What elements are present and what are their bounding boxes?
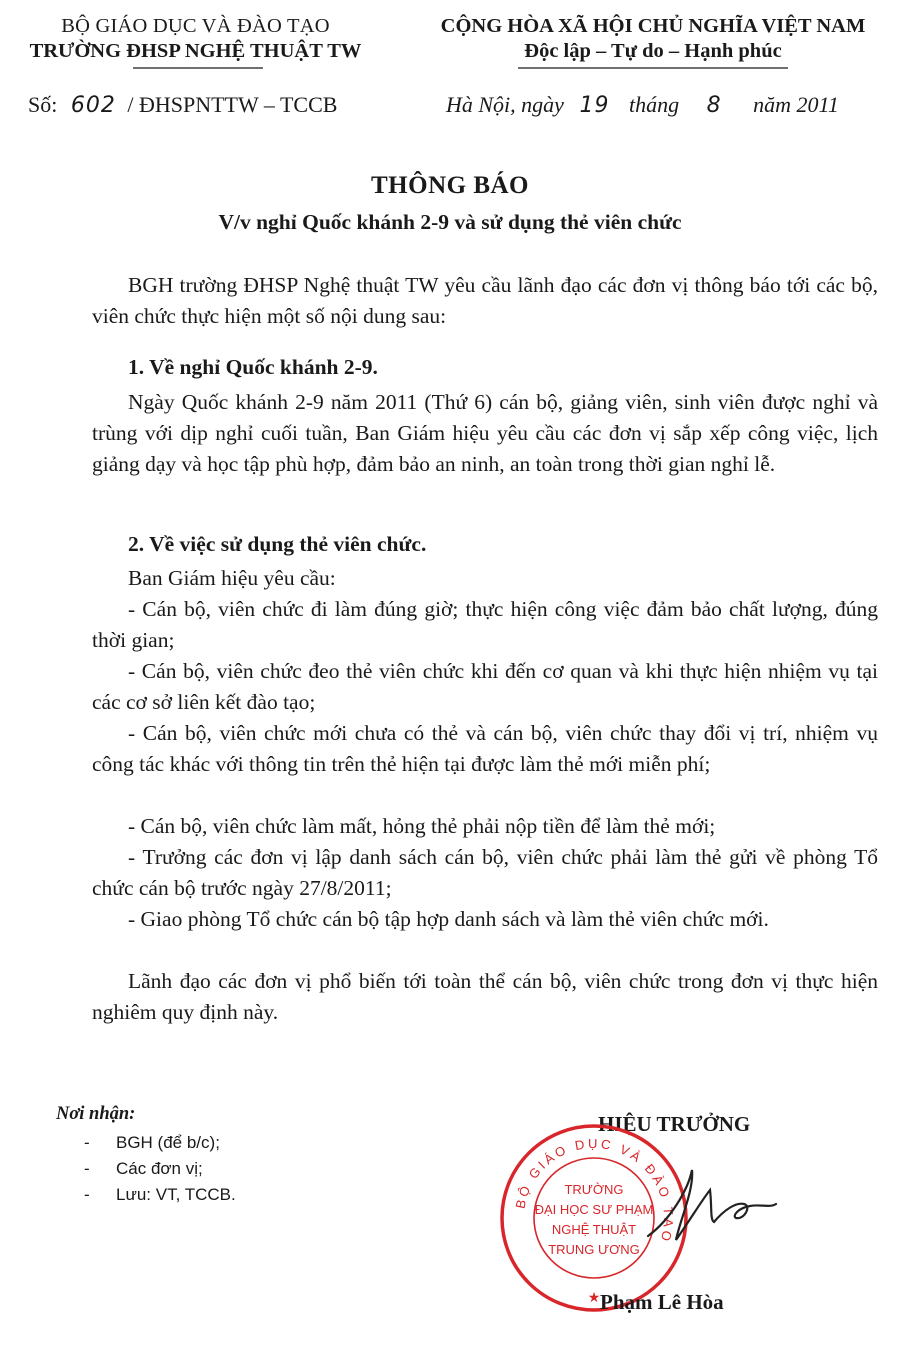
document-number: [28, 92, 337, 118]
month-label: tháng: [628, 92, 680, 117]
section-2-heading: 2. Về việc sử dụng thẻ viên chức.: [128, 532, 427, 556]
section-2-lead: Ban Giám hiệu yêu cầu:: [128, 566, 336, 590]
svg-text:TRUNG ƯƠNG: TRUNG ƯƠNG: [548, 1242, 640, 1257]
date-prefix: Hà Nội, ngày: [446, 92, 564, 117]
handwritten-signature-icon: [640, 1160, 780, 1250]
recipients-list: [84, 1130, 236, 1208]
number-prefix: Số:: [28, 92, 58, 117]
year-label: năm 2011: [753, 92, 839, 117]
recipients-title: Nơi nhận:: [56, 1104, 136, 1124]
recipient-item: - BGH (để b/c);: [84, 1133, 220, 1152]
handwritten-month: 8: [706, 93, 722, 118]
motto-underline: [518, 66, 788, 70]
school-name: TRƯỜNG ĐHSP NGHỆ THUẬT TW: [29, 40, 362, 62]
signer-name: Phạm Lê Hòa: [600, 1290, 724, 1314]
signer-position: HIỆU TRƯỞNG: [598, 1112, 751, 1136]
national-heading: [418, 14, 888, 64]
section-1-body: Ngày Quốc khánh 2-9 năm 2011 (Thứ 6) cán bộ, giảng viên, sinh viên được nghỉ và trùng với dịp nghỉ cuối tuần, Ban Giám hiệu yêu cầu các đơn vị sắp xếp công việc, lịch giảng dạy và học tập phù hợp, đảm bảo an ninh, an toàn trong thời gian nghỉ lễ.: [92, 390, 878, 476]
issuer-block: [8, 14, 383, 64]
document-subject: V/v nghỉ Quốc khánh 2-9 và sử dụng thẻ viên chức: [218, 210, 682, 234]
handwritten-day: 19: [579, 93, 610, 118]
svg-text:TRƯỜNG: TRƯỜNG: [564, 1182, 624, 1197]
svg-text:BỘ GIÁO DỤC VÀ ĐÀO TẠO: BỘ GIÁO DỤC VÀ ĐÀO TẠO: [512, 1135, 677, 1246]
svg-text:★: ★: [587, 1291, 601, 1306]
number-code: / ĐHSPNTTW – TCCB: [127, 92, 338, 117]
section-1-heading: 1. Về nghỉ Quốc khánh 2-9.: [128, 355, 378, 379]
section-2-item: - Cán bộ, viên chức đeo thẻ viên chức khi đến cơ quan và khi thực hiện nhiệm vụ tại các cơ sở liên kết đào tạo;: [92, 659, 878, 714]
national-motto: Độc lập – Tự do – Hạnh phúc: [524, 40, 782, 62]
handwritten-number: 602: [70, 93, 116, 118]
svg-text:ĐẠI HỌC SƯ PHẠM: ĐẠI HỌC SƯ PHẠM: [534, 1202, 654, 1217]
recipient-item: - Lưu: VT, TCCB.: [84, 1185, 236, 1204]
section-2-item: - Trưởng các đơn vị lập danh sách cán bộ, viên chức phải làm thẻ gửi về phòng Tổ chức cán bộ trước ngày 27/8/2011;: [92, 845, 878, 900]
svg-text:NGHỆ THUẬT: NGHỆ THUẬT: [551, 1222, 637, 1237]
school-underline: [133, 66, 263, 70]
ministry-name: BỘ GIÁO DỤC VÀ ĐÀO TẠO: [61, 15, 330, 37]
document-date: [446, 92, 839, 118]
document-title: THÔNG BÁO: [371, 172, 529, 199]
intro-paragraph: BGH trường ĐHSP Nghệ thuật TW yêu cầu lãnh đạo các đơn vị thông báo tới các bộ, viên chức thực hiện một số nội dung sau:: [92, 273, 878, 328]
section-2-item: - Giao phòng Tổ chức cán bộ tập hợp danh sách và làm thẻ viên chức mới.: [128, 907, 769, 931]
closing-paragraph: Lãnh đạo các đơn vị phổ biến tới toàn thể cán bộ, viên chức trong đơn vị thực hiện nghiêm quy định này.: [92, 969, 878, 1024]
country-name: CỘNG HÒA XÃ HỘI CHỦ NGHĨA VIỆT NAM: [440, 15, 866, 37]
section-2-item: - Cán bộ, viên chức đi làm đúng giờ; thực hiện công việc đảm bảo chất lượng, đúng thời gian;: [92, 597, 878, 652]
recipient-item: - Các đơn vị;: [84, 1159, 203, 1178]
section-2-item: - Cán bộ, viên chức mới chưa có thẻ và cán bộ, viên chức thay đổi vị trí, nhiệm vụ công tác khác với thông tin trên thẻ hiện tại được làm thẻ mới miễn phí;: [92, 721, 878, 776]
section-2-item: - Cán bộ, viên chức làm mất, hỏng thẻ phải nộp tiền để làm thẻ mới;: [128, 814, 716, 838]
